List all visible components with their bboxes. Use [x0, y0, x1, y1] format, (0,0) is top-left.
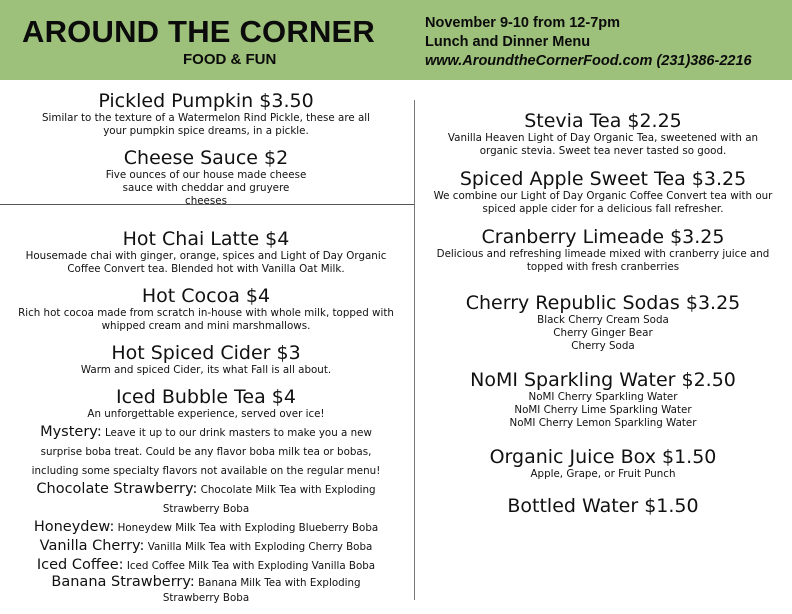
- soda-option: Cherry Ginger Bear: [553, 327, 653, 339]
- item-title: Spiced Apple Sweet Tea $3.25: [459, 168, 747, 190]
- menu-item-hot-chai-latte: [2, 228, 410, 276]
- item-title: Stevia Tea $2.25: [524, 110, 682, 132]
- item-description: Rich hot cocoa made from scratch in-house with whole milk, topped with whipped cream and mini marshmallows.: [18, 307, 394, 332]
- right-column: [420, 110, 786, 527]
- flavor-description: Vanilla Milk Tea with Exploding Cherry Boba: [144, 541, 373, 553]
- menu-item-spiced-apple-sweet-tea: [420, 168, 786, 216]
- flavor-name: Chocolate Strawberry:: [36, 481, 198, 497]
- menu-header: [0, 0, 792, 80]
- item-title: Bottled Water $1.50: [507, 495, 699, 517]
- flavor-description: Iced Coffee Milk Tea with Exploding Vanilla Boba: [123, 560, 376, 572]
- item-title: Pickled Pumpkin $3.50: [98, 90, 314, 112]
- item-title: Hot Spiced Cider $3: [111, 342, 301, 364]
- water-option: NoMI Cherry Sparkling Water: [528, 391, 678, 403]
- item-description: Warm and spiced Cider, its what Fall is all about.: [80, 364, 332, 376]
- menu-item-nomi-sparkling-water: [420, 369, 786, 430]
- flavor-iced-coffee: [2, 556, 410, 575]
- item-title: Hot Chai Latte $4: [122, 228, 290, 250]
- item-description: Apple, Grape, or Fruit Punch: [530, 468, 676, 480]
- item-description: An unforgettable experience, served over ice!: [87, 408, 325, 420]
- water-option: NoMI Cherry Lime Sparkling Water: [514, 404, 692, 416]
- item-description: We combine our Light of Day Organic Coffee Convert tea with our spiced apple cider for a delicious fall refresher.: [433, 190, 773, 215]
- column-divider: [414, 100, 415, 600]
- flavor-chocolate-strawberry: [2, 480, 410, 518]
- item-title: Organic Juice Box $1.50: [489, 446, 717, 468]
- soda-option: Cherry Soda: [571, 340, 635, 352]
- item-title: Hot Cocoa $4: [141, 285, 271, 307]
- flavor-name: Mystery:: [40, 424, 102, 440]
- flavor-description: Leave it up to our drink masters to make you a new surprise boba treat. Could be any flavor boba milk tea or bobas, including some specialty flavors not available on the regular menu!: [31, 427, 381, 477]
- event-dates: November 9-10 from 12-7pm: [425, 15, 621, 31]
- menu-item-pickled-pumpkin: [2, 90, 410, 138]
- item-title: Cherry Republic Sodas $3.25: [465, 292, 741, 314]
- menu-item-cheese-sauce: [2, 147, 410, 208]
- flavor-vanilla-cherry: [2, 537, 410, 556]
- item-title: Cheese Sauce $2: [123, 147, 289, 169]
- brand-title: AROUND THE CORNER: [22, 14, 376, 49]
- flavor-banana-strawberry: [2, 575, 410, 605]
- item-description: Five ounces of our house made cheese sauce with cheddar and gruyere cheeses: [105, 169, 307, 207]
- flavor-mystery: [2, 423, 410, 480]
- menu-label: Lunch and Dinner Menu: [425, 34, 591, 50]
- menu-item-cherry-republic-sodas: [420, 292, 786, 353]
- flavor-name: Honeydew:: [33, 519, 115, 535]
- item-title: NoMI Sparkling Water $2.50: [470, 369, 736, 391]
- event-info: [425, 14, 752, 71]
- menu-item-stevia-tea: [420, 110, 786, 158]
- menu-item-hot-cocoa: [2, 285, 410, 333]
- bubble-tea-flavors: [2, 423, 410, 605]
- left-column: [2, 90, 410, 614]
- flavor-name: Vanilla Cherry:: [39, 538, 145, 554]
- menu-item-iced-bubble-tea: [2, 386, 410, 605]
- brand-subtitle: FOOD & FUN: [183, 51, 277, 68]
- item-description: Similar to the texture of a Watermelon Rind Pickle, these are all your pumpkin spice dreams, in a pickle.: [42, 112, 370, 137]
- item-description: Housemade chai with ginger, orange, spices and Light of Day Organic Coffee Convert tea. Blended hot with Vanilla Oat Milk.: [25, 250, 387, 275]
- flavor-description: Banana Milk Tea with Exploding Strawberry Boba: [162, 577, 361, 604]
- menu-item-cranberry-limeade: [420, 226, 786, 274]
- flavor-description: Honeydew Milk Tea with Exploding Blueberry Boba: [114, 522, 379, 534]
- flavor-description: Chocolate Milk Tea with Exploding Strawberry Boba: [162, 484, 376, 515]
- item-description: Vanilla Heaven Light of Day Organic Tea, sweetened with an organic stevia. Sweet tea never tasted so good.: [447, 132, 759, 157]
- flavor-name: Banana Strawberry:: [51, 574, 195, 590]
- item-title: Iced Bubble Tea $4: [116, 386, 296, 408]
- flavor-name: Iced Coffee:: [36, 557, 124, 573]
- menu-item-hot-spiced-cider: [2, 342, 410, 377]
- item-description: Delicious and refreshing limeade mixed with cranberry juice and topped with fresh cranberries: [436, 248, 770, 273]
- water-option: NoMI Cherry Lemon Sparkling Water: [509, 417, 697, 429]
- soda-option: Black Cherry Cream Soda: [537, 314, 669, 326]
- item-title: Cranberry Limeade $3.25: [481, 226, 725, 248]
- menu-item-bottled-water: [420, 495, 786, 517]
- menu-item-organic-juice-box: [420, 446, 786, 481]
- contact-line: www.AroundtheCornerFood.com (231)386-2216: [425, 53, 752, 69]
- flavor-honeydew: [2, 518, 410, 537]
